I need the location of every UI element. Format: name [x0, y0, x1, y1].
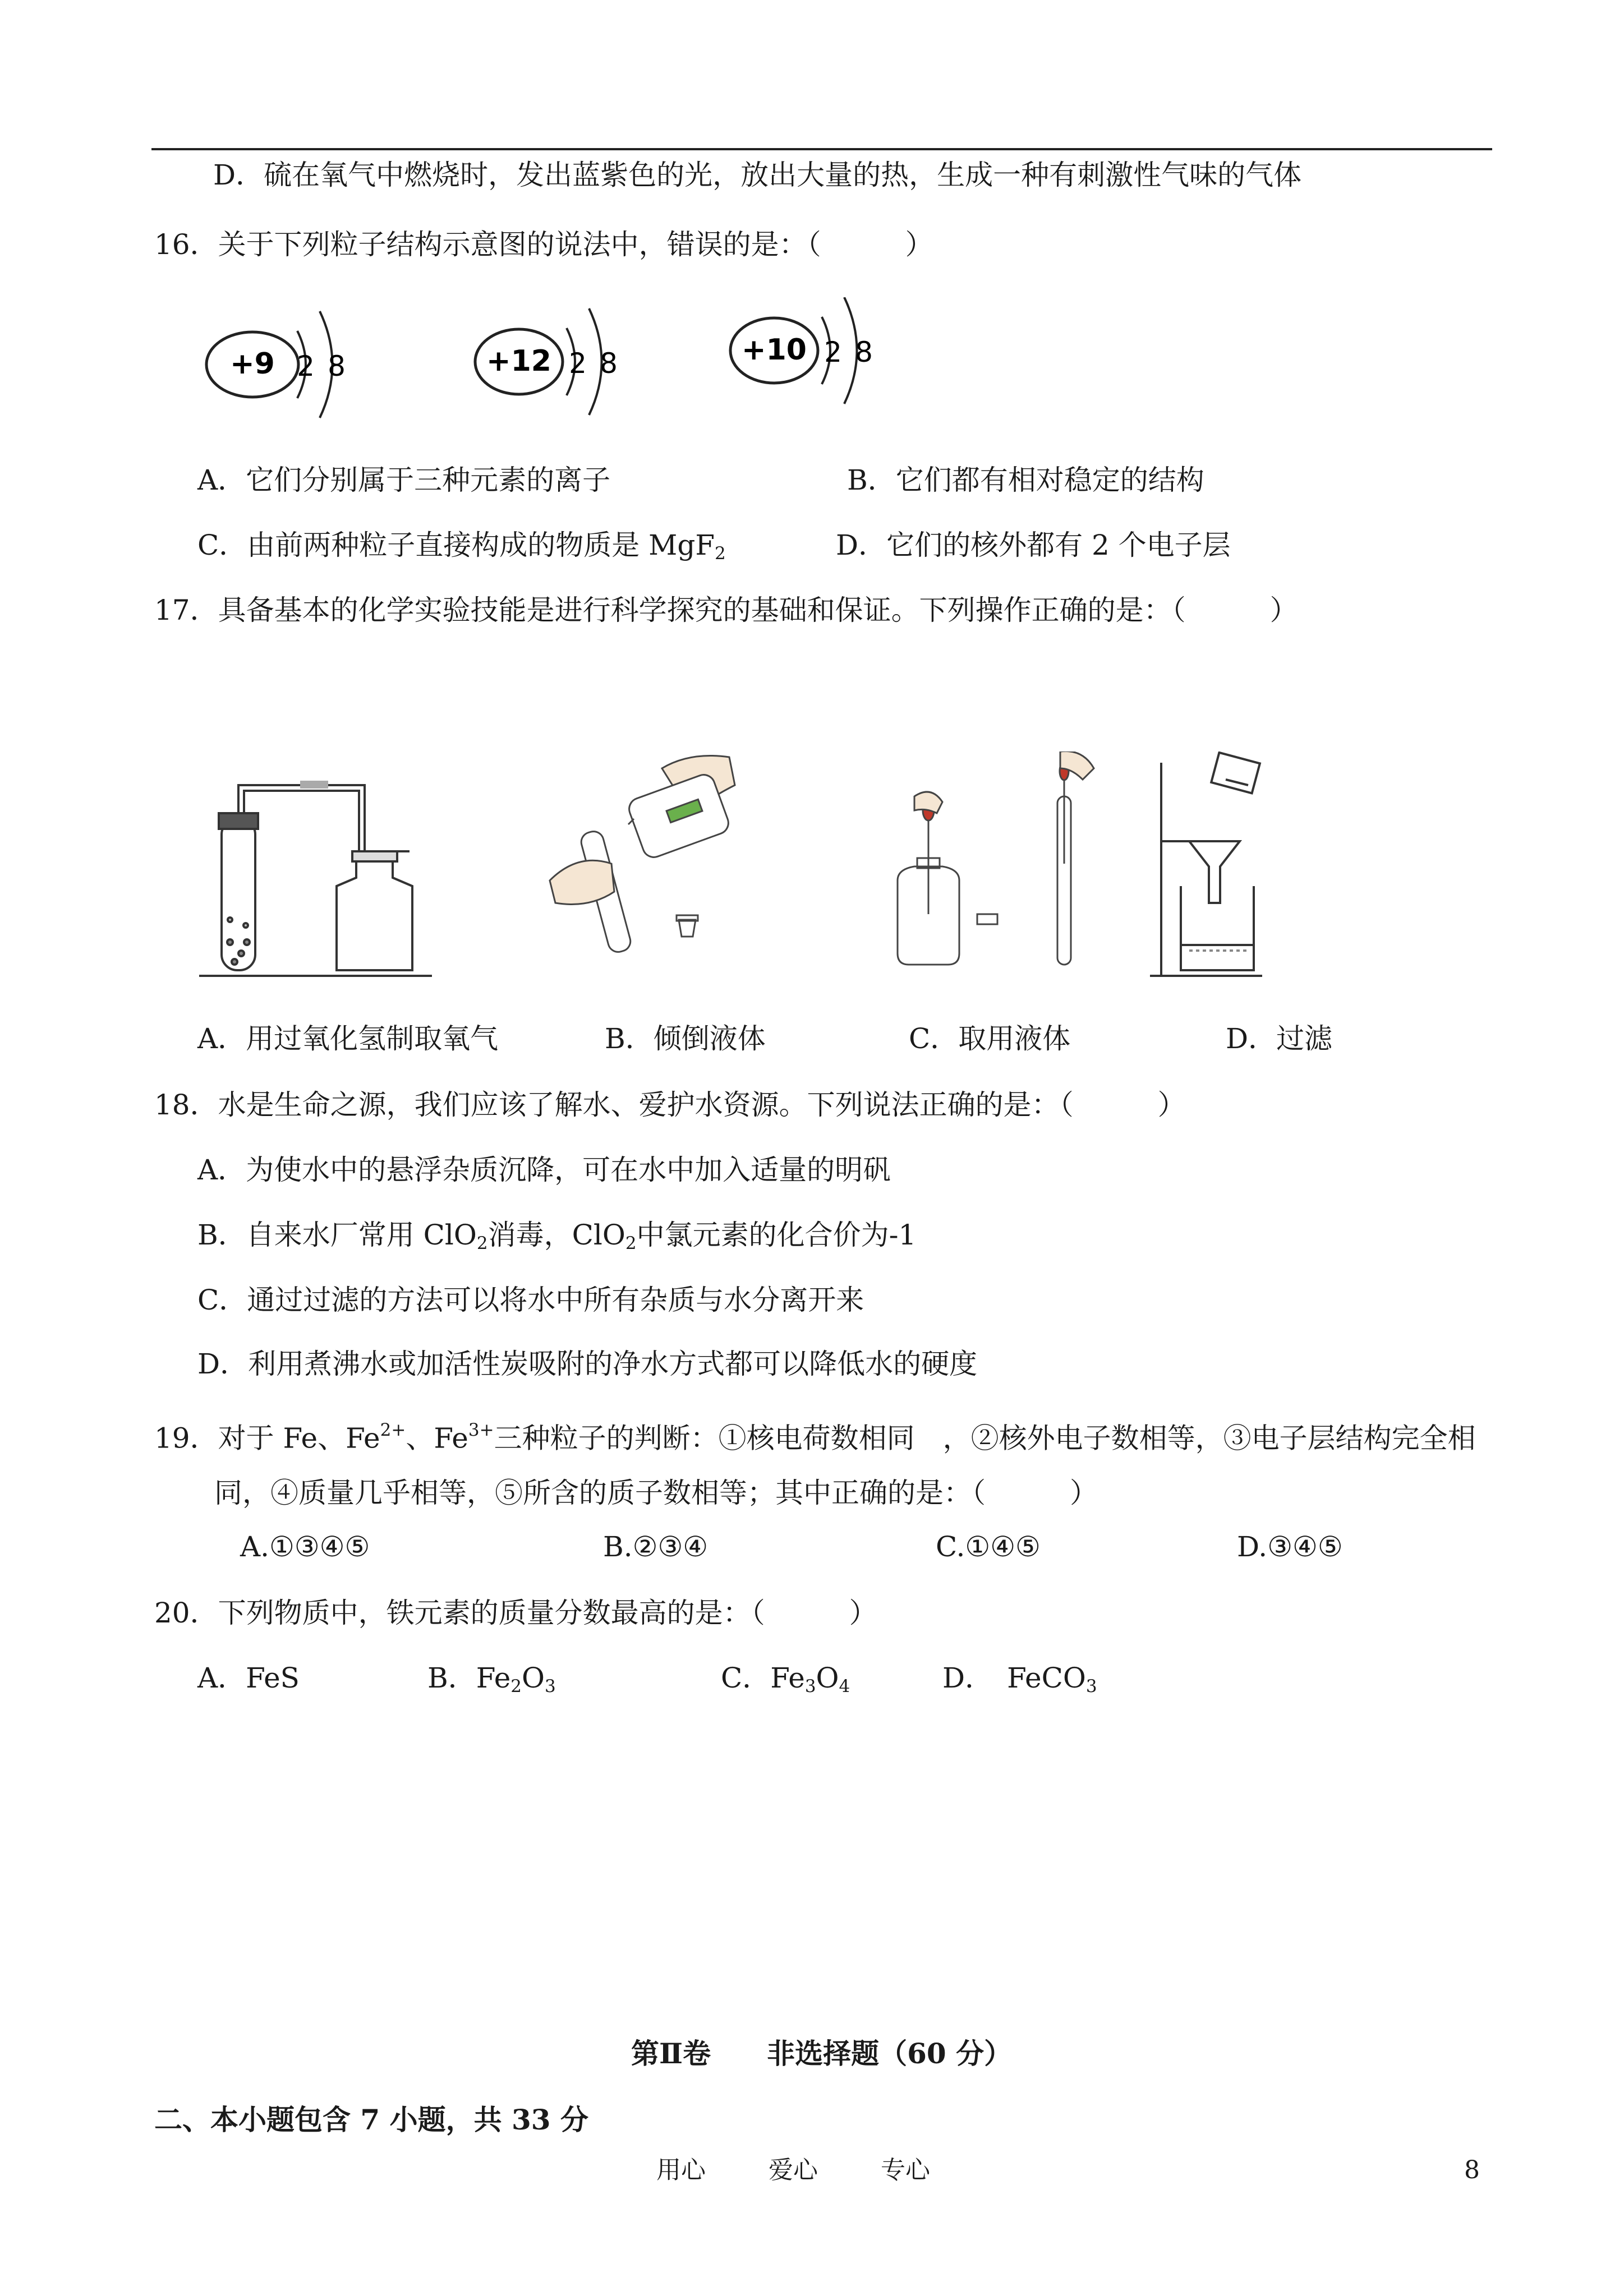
q18-option-b-part-1: B．自来水厂常用 ClO — [197, 1219, 477, 1251]
q20-option-d-sub-1: 3 — [1085, 1676, 1097, 1696]
q18-option-b-sub-1: 2 — [476, 1233, 488, 1253]
q18-option-b — [197, 1217, 916, 1261]
q19-superscript-1: 2+ — [380, 1420, 406, 1440]
q18-option-b-sub-2: 2 — [625, 1233, 637, 1253]
particle-3-shell-1: 2 — [824, 336, 842, 368]
q16-option-c — [197, 527, 726, 571]
particle-3-shell-2: 8 — [855, 336, 873, 368]
q19-superscript-2: 3+ — [468, 1420, 494, 1440]
q17-option-b: B．倾倒液体 — [605, 1022, 766, 1055]
q20-stem: 20．下列物质中，铁元素的质量分数最高的是：（ ） — [154, 1597, 877, 1629]
particle-1-nucleus: +9 — [230, 347, 275, 381]
q20-option-a: A．FeS — [197, 1662, 300, 1694]
footer-slogan-2: 爱心 — [769, 2156, 818, 2184]
q20-option-c — [721, 1660, 850, 1704]
q20-option-b-sub-1: 2 — [510, 1676, 522, 1696]
q16-option-d: D．它们的核外都有 2 个电子层 — [836, 529, 1231, 561]
particle-diagram-3 — [730, 297, 873, 404]
q19-stem-part-2: 、Fe — [406, 1422, 468, 1455]
q19-option-b: B.②③④ — [603, 1530, 709, 1563]
q20-option-c-sub-1: 3 — [804, 1676, 816, 1696]
particle-diagram-2 — [475, 308, 618, 415]
q17-stem: 17．具备基本的化学实验技能是进行科学探究的基础和保证。下列操作正确的是：（ ） — [154, 594, 1298, 626]
q17-option-a: A．用过氧化氢制取氧气 — [197, 1022, 499, 1055]
footer-slogan-1: 用心 — [656, 2156, 706, 2184]
footer-slogan-3: 专心 — [881, 2156, 930, 2184]
q20-option-c-mid: O — [816, 1662, 839, 1694]
apparatus-oxygen-generation-image — [199, 781, 432, 976]
particle-structure-diagrams — [202, 297, 954, 432]
q20-option-c-sub-2: 4 — [839, 1676, 850, 1696]
section-ii-title: 第Ⅱ卷 非选择题（60 分） — [631, 2037, 1013, 2070]
particle-1-shell-1: 2 — [297, 350, 315, 382]
particle-3-nucleus: +10 — [742, 333, 807, 367]
apparatus-filtration-image — [1150, 753, 1262, 976]
q20-option-b-prefix: B．Fe — [427, 1662, 511, 1694]
particle-2-shell-1: 2 — [569, 347, 587, 380]
q20-option-b-mid: O — [522, 1662, 545, 1694]
page-number: 8 — [1464, 2156, 1480, 2184]
q20-option-c-prefix: C．Fe — [721, 1662, 805, 1694]
q19-stem-line-2: 同，④质量几乎相等，⑤所含的质子数相等；其中正确的是：（ ） — [214, 1477, 1098, 1509]
q19-stem-part-3: 三种粒子的判断：①核电荷数相同 ，②核外电子数相等，③电子层结构完全相 — [494, 1422, 1476, 1455]
particle-2-shell-2: 8 — [600, 347, 618, 380]
q17-option-d: D．过滤 — [1226, 1022, 1333, 1055]
q15-option-d: D．硫在氧气中燃烧时，发出蓝紫色的光，放出大量的热，生成一种有刺激性气味的气体 — [213, 159, 1302, 191]
header-rule — [151, 148, 1492, 150]
q20-option-d-prefix: D． FeCO — [942, 1662, 1086, 1694]
q18-option-a: A．为使水中的悬浮杂质沉降，可在水中加入适量的明矾 — [197, 1154, 891, 1186]
part-two-heading: 二、本小题包含 7 小题，共 33 分 — [154, 2103, 588, 2136]
q16-stem: 16．关于下列粒子结构示意图的说法中，错误的是：（ ） — [154, 228, 933, 261]
q16-option-a: A．它们分别属于三种元素的离子 — [197, 464, 611, 496]
q16-option-c-subscript: 2 — [715, 543, 726, 564]
q19-stem-part-1: 19．对于 Fe、Fe — [154, 1422, 380, 1455]
q18-stem: 18．水是生命之源，我们应该了解水、爱护水资源。下列说法正确的是：（ ） — [154, 1089, 1186, 1121]
q16-option-c-text: C．由前两种粒子直接构成的物质是 MgF — [197, 529, 715, 561]
q18-option-d: D．利用煮沸水或加活性炭吸附的净水方式都可以降低水的硬度 — [197, 1348, 978, 1380]
q17-option-c: C．取用液体 — [909, 1022, 1071, 1055]
apparatus-pouring-liquid-image — [550, 756, 735, 955]
particle-diagram-1 — [206, 311, 346, 418]
q20-option-d — [942, 1660, 1097, 1704]
q20-option-b — [427, 1660, 556, 1704]
q16-option-b: B．它们都有相对稳定的结构 — [847, 464, 1204, 496]
q19-option-c: C.①④⑤ — [936, 1530, 1041, 1563]
q19-option-a: A.①③④⑤ — [240, 1530, 370, 1563]
q18-option-c: C．通过过滤的方法可以将水中所有杂质与水分离开来 — [197, 1284, 864, 1316]
q18-option-b-part-2: 消毒，ClO — [487, 1219, 625, 1251]
q20-option-b-sub-2: 3 — [545, 1676, 556, 1696]
apparatus-taking-liquid-image — [898, 751, 1094, 965]
q19-option-d: D.③④⑤ — [1237, 1530, 1343, 1563]
particle-1-shell-2: 8 — [328, 350, 346, 382]
particle-2-nucleus: +12 — [486, 344, 551, 378]
lab-operation-illustrations — [196, 751, 1318, 987]
q18-option-b-part-3: 中氯元素的化合价为-1 — [636, 1219, 917, 1251]
q19-stem-line-1 — [154, 1412, 1476, 1456]
